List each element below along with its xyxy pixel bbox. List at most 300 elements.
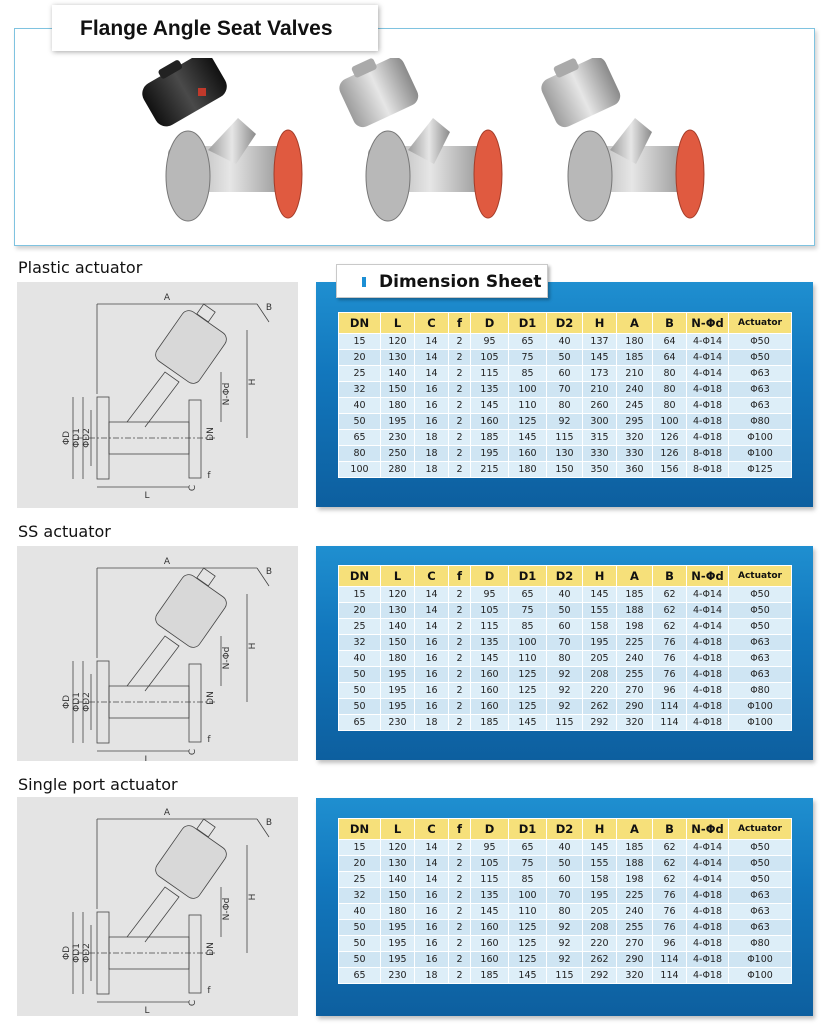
table-cell: 76 [653, 904, 687, 920]
table-cell: 4-Φ18 [687, 398, 729, 414]
table-cell: 180 [381, 398, 415, 414]
table-cell: 110 [509, 904, 547, 920]
table-cell: 156 [653, 462, 687, 478]
table-cell: 80 [653, 366, 687, 382]
table-cell: 14 [415, 350, 449, 366]
dimension-label-d2: ΦD2 [82, 692, 92, 712]
table-cell: 195 [381, 683, 415, 699]
dimension-label-d2: ΦD2 [82, 943, 92, 963]
table-cell: 2 [449, 936, 471, 952]
table-cell: 50 [339, 414, 381, 430]
table-cell: 130 [381, 350, 415, 366]
table-cell: 62 [653, 840, 687, 856]
column-header: L [381, 819, 415, 840]
table-cell: 115 [547, 968, 583, 984]
table-cell: Φ63 [729, 398, 792, 414]
table-cell: Φ50 [729, 840, 792, 856]
table-cell: 60 [547, 619, 583, 635]
table-cell: Φ63 [729, 920, 792, 936]
table-cell: Φ50 [729, 603, 792, 619]
column-header: DN [339, 566, 381, 587]
table-cell: Φ100 [729, 430, 792, 446]
table-row [339, 635, 792, 651]
table-cell: 230 [381, 968, 415, 984]
table-cell: 18 [415, 968, 449, 984]
table-cell: 160 [471, 414, 509, 430]
table-cell: Φ63 [729, 635, 792, 651]
table-cell: 2 [449, 651, 471, 667]
table-cell: 4-Φ18 [687, 888, 729, 904]
table-cell: 2 [449, 699, 471, 715]
dimension-label-h: H [248, 893, 258, 901]
table-cell: 4-Φ18 [687, 635, 729, 651]
table-cell: 290 [617, 699, 653, 715]
table-cell: Φ63 [729, 904, 792, 920]
table-cell: 145 [471, 904, 509, 920]
table-cell: 4-Φ18 [687, 382, 729, 398]
dimension-label-nd: N-Φd [222, 897, 232, 921]
table-cell: 4-Φ14 [687, 619, 729, 635]
table-cell: 2 [449, 619, 471, 635]
table-cell: 4-Φ18 [687, 968, 729, 984]
table-cell: 115 [471, 619, 509, 635]
table-row [339, 904, 792, 920]
table-cell: 15 [339, 587, 381, 603]
table-cell: 330 [583, 446, 617, 462]
table-cell: 2 [449, 350, 471, 366]
table-cell: 300 [583, 414, 617, 430]
table-cell: 4-Φ14 [687, 587, 729, 603]
table-cell: 320 [617, 968, 653, 984]
table-cell: 292 [583, 968, 617, 984]
table-cell: 2 [449, 462, 471, 478]
table-row [339, 968, 792, 984]
table-cell: 65 [339, 430, 381, 446]
dimension-label-f: f [207, 471, 211, 481]
dimension-sheet-tab [336, 264, 548, 298]
column-header: D [471, 313, 509, 334]
table-row [339, 952, 792, 968]
table-cell: 195 [583, 635, 617, 651]
table-cell: 195 [381, 952, 415, 968]
table-cell: 250 [381, 446, 415, 462]
table-cell: 210 [617, 366, 653, 382]
column-header: D2 [547, 566, 583, 587]
table-cell: 270 [617, 936, 653, 952]
dimension-label-dn: DN [206, 691, 216, 705]
table-cell: 75 [509, 603, 547, 619]
table-cell: 20 [339, 856, 381, 872]
table-cell: 150 [381, 382, 415, 398]
table-cell: Φ50 [729, 619, 792, 635]
table-cell: 137 [583, 334, 617, 350]
table-cell: 185 [471, 430, 509, 446]
table-cell: 208 [583, 920, 617, 936]
table-cell: 2 [449, 968, 471, 984]
table-cell: 2 [449, 888, 471, 904]
table-cell: 158 [583, 872, 617, 888]
table-cell: 76 [653, 651, 687, 667]
table-cell: 198 [617, 619, 653, 635]
table-cell: 230 [381, 430, 415, 446]
table-cell: 16 [415, 904, 449, 920]
table-cell: 180 [509, 462, 547, 478]
table-cell: 14 [415, 603, 449, 619]
dimension-label-d: ΦD [62, 694, 72, 710]
table-cell: 125 [509, 683, 547, 699]
table-cell: 240 [617, 382, 653, 398]
table-cell: 2 [449, 382, 471, 398]
table-cell: 85 [509, 872, 547, 888]
table-cell: 2 [449, 430, 471, 446]
table-row [339, 398, 792, 414]
table-cell: 62 [653, 872, 687, 888]
table-cell: 14 [415, 872, 449, 888]
dimension-label-b: B [265, 818, 273, 828]
table-cell: 62 [653, 619, 687, 635]
table-cell: 360 [617, 462, 653, 478]
table-cell: 16 [415, 888, 449, 904]
table-cell: 14 [415, 856, 449, 872]
table-cell: 205 [583, 904, 617, 920]
table-cell: 65 [509, 334, 547, 350]
table-cell: 16 [415, 699, 449, 715]
valve-plastic-actuator-image [138, 58, 308, 238]
table-cell: 185 [471, 968, 509, 984]
table-cell: 195 [471, 446, 509, 462]
table-cell: Φ100 [729, 968, 792, 984]
table-cell: 16 [415, 651, 449, 667]
table-cell: 25 [339, 619, 381, 635]
table-cell: 20 [339, 350, 381, 366]
table-cell: 245 [617, 398, 653, 414]
table-cell: Φ63 [729, 651, 792, 667]
dimension-label-nd: N-Φd [222, 382, 232, 406]
dimension-label-l: L [144, 755, 150, 761]
table-row [339, 936, 792, 952]
table-cell: 16 [415, 683, 449, 699]
table-cell: 195 [381, 699, 415, 715]
column-header: DN [339, 313, 381, 334]
table-cell: 76 [653, 888, 687, 904]
table-cell: 62 [653, 587, 687, 603]
table-cell: 92 [547, 936, 583, 952]
table-cell: 105 [471, 603, 509, 619]
table-cell: 25 [339, 366, 381, 382]
table-cell: 4-Φ18 [687, 699, 729, 715]
section-label-ss-actuator: SS actuator [18, 522, 111, 541]
dimension-label-f: f [207, 986, 211, 996]
table-cell: 125 [509, 667, 547, 683]
table-cell: Φ63 [729, 888, 792, 904]
table-cell: 320 [617, 715, 653, 731]
table-cell: 150 [381, 888, 415, 904]
table-cell: 160 [471, 699, 509, 715]
table-cell: 155 [583, 856, 617, 872]
table-cell: 85 [509, 619, 547, 635]
column-header: D [471, 566, 509, 587]
table-row [339, 366, 792, 382]
column-header: C [415, 819, 449, 840]
table-cell: 330 [617, 446, 653, 462]
table-cell: 8-Φ18 [687, 446, 729, 462]
table-row [339, 619, 792, 635]
table-cell: 18 [415, 430, 449, 446]
table-cell: 320 [617, 430, 653, 446]
table-cell: 16 [415, 952, 449, 968]
table-cell: 4-Φ18 [687, 904, 729, 920]
table-cell: 80 [547, 651, 583, 667]
table-cell: Φ80 [729, 683, 792, 699]
table-row [339, 699, 792, 715]
column-header: N-Φd [687, 819, 729, 840]
table-cell: 350 [583, 462, 617, 478]
column-header: D1 [509, 313, 547, 334]
table-cell: 145 [471, 398, 509, 414]
table-cell: Φ125 [729, 462, 792, 478]
table-cell: 125 [509, 920, 547, 936]
table-cell: 4-Φ14 [687, 603, 729, 619]
table-row [339, 603, 792, 619]
table-cell: 100 [339, 462, 381, 478]
table-cell: 100 [653, 414, 687, 430]
table-row [339, 334, 792, 350]
column-header: f [449, 566, 471, 587]
column-header: A [617, 819, 653, 840]
valve-single-port-actuator-image [540, 58, 710, 238]
table-cell: 195 [583, 888, 617, 904]
table-cell: 92 [547, 683, 583, 699]
table-cell: 126 [653, 430, 687, 446]
dimension-label-d2: ΦD2 [82, 428, 92, 448]
table-row [339, 667, 792, 683]
column-header: H [583, 819, 617, 840]
table-cell: 295 [617, 414, 653, 430]
table-cell: 40 [339, 904, 381, 920]
table-cell: Φ50 [729, 872, 792, 888]
table-cell: 188 [617, 856, 653, 872]
table-cell: 4-Φ18 [687, 936, 729, 952]
table-cell: 262 [583, 952, 617, 968]
table-cell: 40 [339, 398, 381, 414]
table-cell: 80 [653, 398, 687, 414]
table-cell: 195 [381, 667, 415, 683]
dimension-label-a: A [163, 293, 171, 303]
table-row [339, 350, 792, 366]
table-row [339, 446, 792, 462]
table-cell: 160 [471, 920, 509, 936]
table-cell: 76 [653, 667, 687, 683]
table-cell: 76 [653, 635, 687, 651]
table-cell: 16 [415, 398, 449, 414]
section-label-plastic-actuator: Plastic actuator [18, 258, 143, 277]
table-cell: 2 [449, 635, 471, 651]
table-cell: 95 [471, 840, 509, 856]
table-row [339, 840, 792, 856]
table-cell: 2 [449, 715, 471, 731]
table-cell: 95 [471, 334, 509, 350]
table-cell: 32 [339, 382, 381, 398]
table-cell: 230 [381, 715, 415, 731]
column-header: Actuator [729, 313, 792, 334]
table-cell: 2 [449, 952, 471, 968]
dimension-label-dn: DN [206, 427, 216, 441]
table-cell: 160 [471, 667, 509, 683]
table-cell: 16 [415, 382, 449, 398]
dimension-label-b: B [265, 567, 273, 577]
table-cell: 65 [339, 715, 381, 731]
table-cell: 160 [471, 952, 509, 968]
table-cell: 40 [339, 651, 381, 667]
table-cell: 145 [509, 968, 547, 984]
column-header: D2 [547, 313, 583, 334]
table-cell: 130 [547, 446, 583, 462]
table-cell: 50 [339, 920, 381, 936]
table-cell: 290 [617, 952, 653, 968]
table-row [339, 414, 792, 430]
table-cell: 2 [449, 683, 471, 699]
table-cell: 115 [547, 430, 583, 446]
dimension-label-d1: ΦD1 [72, 692, 82, 712]
column-header: L [381, 566, 415, 587]
table-cell: 145 [583, 587, 617, 603]
column-header: D [471, 819, 509, 840]
table-cell: 120 [381, 840, 415, 856]
table-cell: 215 [471, 462, 509, 478]
column-header: Actuator [729, 819, 792, 840]
table-cell: 180 [381, 651, 415, 667]
table-cell: 208 [583, 667, 617, 683]
dimension-label-c: C [188, 484, 198, 492]
dimension-label-a: A [163, 808, 171, 818]
table-cell: 62 [653, 603, 687, 619]
table-cell: 65 [509, 587, 547, 603]
dimension-label-f: f [207, 735, 211, 745]
table-cell: 114 [653, 952, 687, 968]
table-cell: 125 [509, 952, 547, 968]
table-cell: 255 [617, 920, 653, 936]
table-cell: 70 [547, 635, 583, 651]
table-cell: 92 [547, 667, 583, 683]
column-header: D1 [509, 819, 547, 840]
column-header: H [583, 566, 617, 587]
table-cell: 60 [547, 872, 583, 888]
table-cell: 185 [617, 350, 653, 366]
table-cell: 50 [339, 952, 381, 968]
table-row [339, 430, 792, 446]
dimension-diagram-single-port [17, 797, 298, 1016]
table-cell: 50 [339, 936, 381, 952]
table-cell: 195 [381, 414, 415, 430]
column-header: N-Φd [687, 313, 729, 334]
table-cell: 18 [415, 462, 449, 478]
column-header: D1 [509, 566, 547, 587]
table-cell: 95 [471, 587, 509, 603]
table-cell: 195 [381, 920, 415, 936]
dimension-label-b: B [265, 303, 273, 313]
table-cell: 2 [449, 366, 471, 382]
table-cell: 18 [415, 446, 449, 462]
table-cell: 185 [617, 587, 653, 603]
table-cell: Φ100 [729, 699, 792, 715]
table-cell: 110 [509, 398, 547, 414]
table-cell: 4-Φ18 [687, 952, 729, 968]
dimension-label-d1: ΦD1 [72, 428, 82, 448]
table-cell: 2 [449, 904, 471, 920]
table-cell: Φ80 [729, 414, 792, 430]
dimension-label-d: ΦD [62, 430, 72, 446]
dimension-label-h: H [248, 378, 258, 386]
table-cell: 4-Φ14 [687, 856, 729, 872]
table-cell: 50 [547, 603, 583, 619]
table-cell: 185 [471, 715, 509, 731]
table-cell: 145 [471, 651, 509, 667]
table-cell: 135 [471, 635, 509, 651]
dimension-table-plastic [338, 312, 792, 478]
table-cell: 270 [617, 683, 653, 699]
table-cell: Φ80 [729, 936, 792, 952]
column-header: C [415, 566, 449, 587]
table-cell: 16 [415, 414, 449, 430]
dimension-diagram-plastic [17, 282, 298, 508]
column-header: C [415, 313, 449, 334]
table-row [339, 462, 792, 478]
table-cell: 100 [509, 635, 547, 651]
table-cell: 115 [471, 366, 509, 382]
table-cell: Φ50 [729, 334, 792, 350]
table-cell: 126 [653, 446, 687, 462]
table-cell: 20 [339, 603, 381, 619]
column-header: f [449, 819, 471, 840]
table-cell: 80 [339, 446, 381, 462]
table-cell: 220 [583, 683, 617, 699]
table-cell: 92 [547, 414, 583, 430]
table-cell: 92 [547, 699, 583, 715]
column-header: L [381, 313, 415, 334]
table-cell: 280 [381, 462, 415, 478]
table-cell: 160 [509, 446, 547, 462]
table-cell: 198 [617, 872, 653, 888]
dimension-table-ss [338, 565, 792, 731]
dimension-label-d1: ΦD1 [72, 943, 82, 963]
table-cell: 140 [381, 366, 415, 382]
table-cell: 262 [583, 699, 617, 715]
table-cell: 60 [547, 366, 583, 382]
table-cell: 120 [381, 587, 415, 603]
table-cell: 2 [449, 840, 471, 856]
table-cell: 180 [617, 334, 653, 350]
table-cell: 2 [449, 603, 471, 619]
table-cell: 50 [339, 667, 381, 683]
table-row [339, 872, 792, 888]
table-row [339, 587, 792, 603]
column-header: A [617, 566, 653, 587]
table-cell: 92 [547, 952, 583, 968]
table-cell: 2 [449, 398, 471, 414]
table-header-row [339, 313, 792, 334]
table-cell: 50 [547, 856, 583, 872]
table-cell: 2 [449, 872, 471, 888]
table-cell: 158 [583, 619, 617, 635]
table-cell: 70 [547, 888, 583, 904]
table-cell: 50 [339, 699, 381, 715]
table-cell: 150 [381, 635, 415, 651]
table-cell: 145 [509, 715, 547, 731]
table-cell: 2 [449, 446, 471, 462]
table-cell: 75 [509, 350, 547, 366]
section-label-single-port-actuator: Single port actuator [18, 775, 178, 794]
table-cell: 145 [583, 840, 617, 856]
